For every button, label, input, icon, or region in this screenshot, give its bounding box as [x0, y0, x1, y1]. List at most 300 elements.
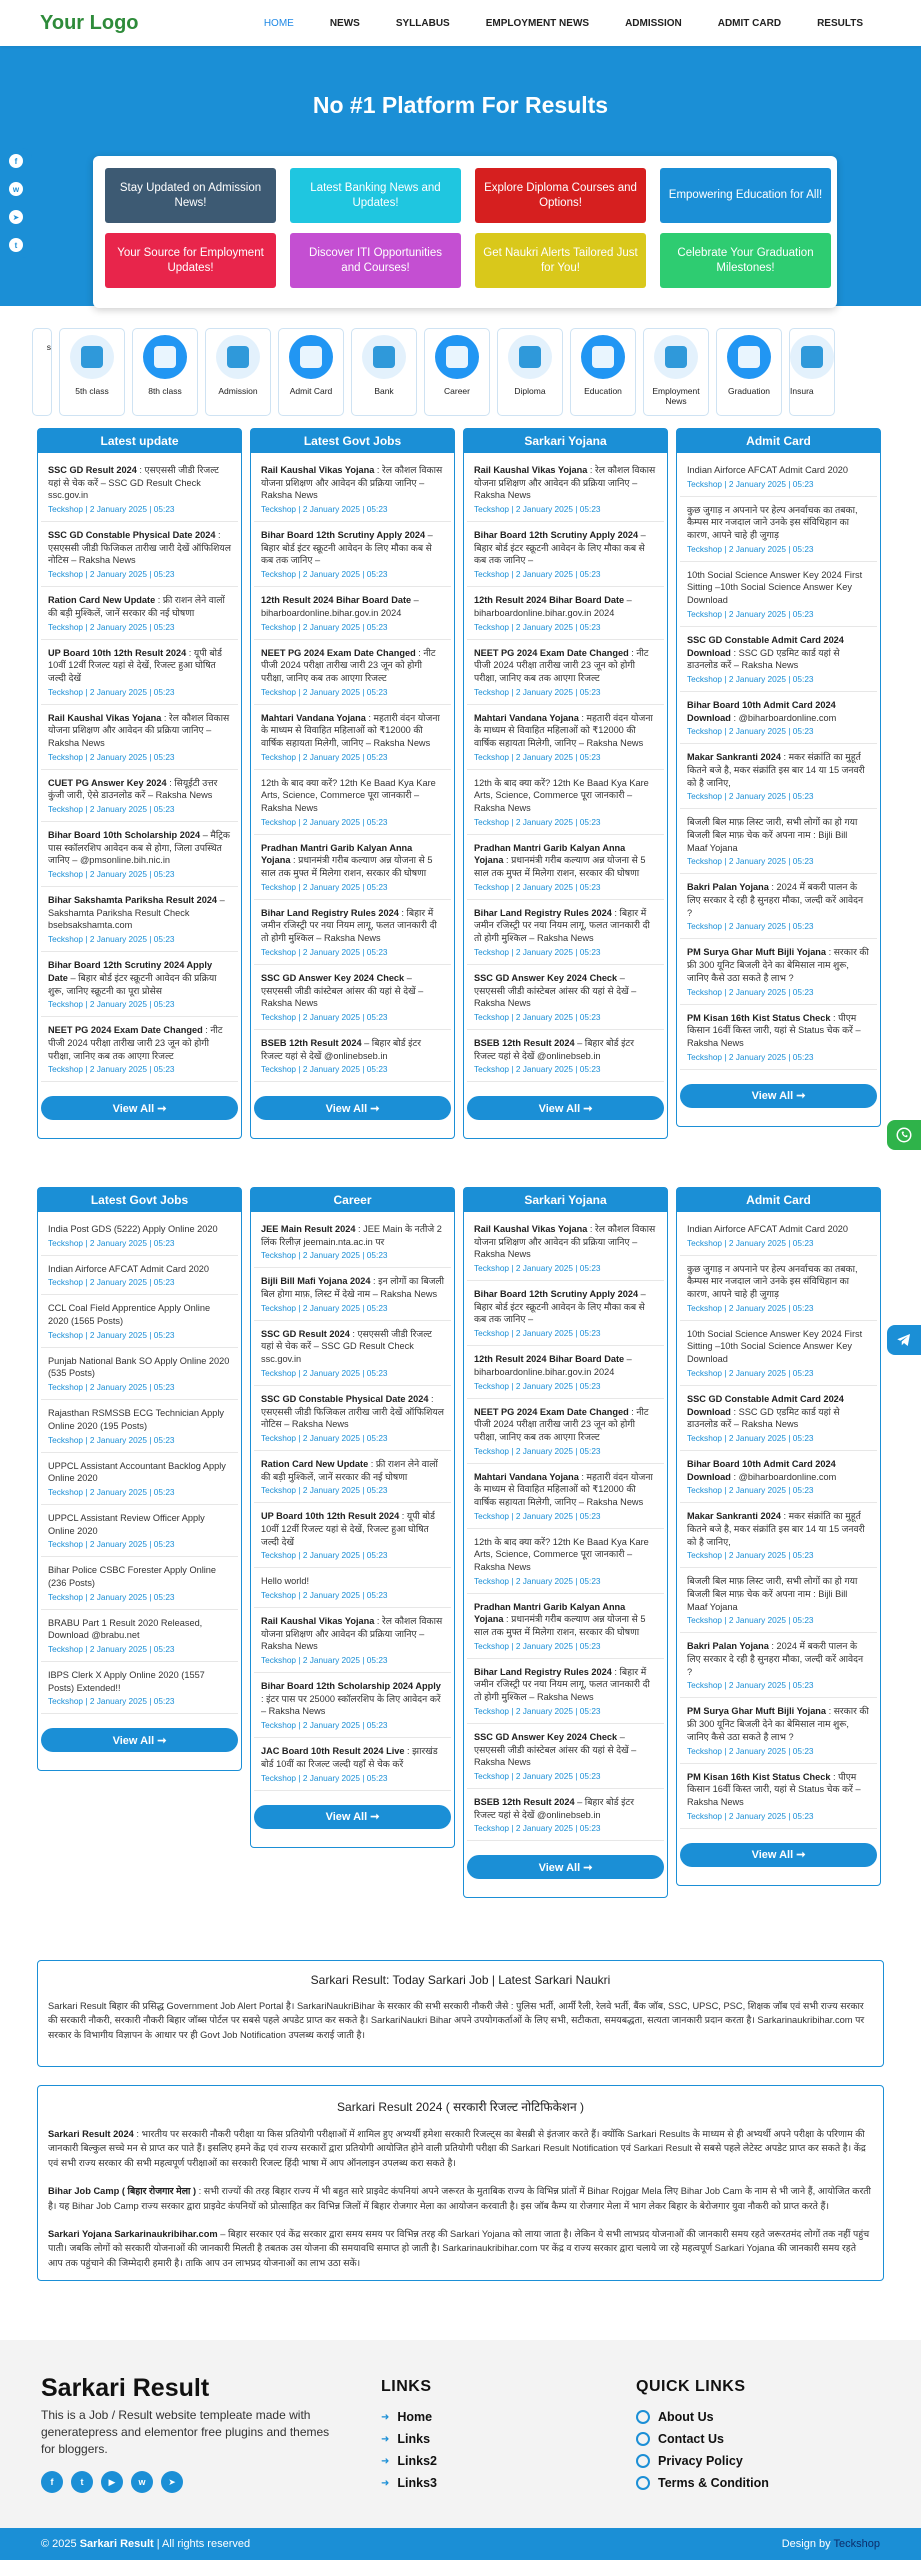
list-item-title[interactable]: Pradhan Mantri Garib Kalyan Anna Yojana : प्रधानमंत्री गरीब कल्याण अन्न योजना से 5 साल तक मुफ्त में मिलेगा राशन, सरकार की घोषणा: [474, 1601, 646, 1638]
list-item-title[interactable]: बिजली बिल माफ़ लिस्ट जारी, सभी लोगों का हो गया बिजली बिल माफ़ चेक करें अपना नाम : Bijli Bill Maaf Yojana: [687, 817, 858, 853]
arrow-right-icon: ➜: [381, 2455, 390, 2467]
list-item[interactable]: [680, 1216, 877, 1256]
hero-button[interactable]: Your Source for Employment Updates!: [105, 233, 276, 288]
list-item-meta: Teckshop | 2 January 2025 | 05:23: [48, 1434, 175, 1445]
category-label: 8th class: [148, 386, 182, 396]
list-item-meta: Teckshop | 2 January 2025 | 05:23: [261, 1772, 388, 1783]
section-title: Admit Card: [677, 429, 880, 453]
youtube-icon[interactable]: ▶: [101, 2471, 123, 2493]
section-title: Admit Card: [677, 1188, 880, 1212]
list-item-title[interactable]: Bihar Board 12th Scrutiny Apply 2024 – बिहार बोर्ड इंटर स्क्रूटनी आवेदन के लिए मौका कब से कब तक जानिए –: [261, 530, 433, 566]
list-item-title[interactable]: Mahtari Vandana Yojana : महतारी वंदन योजना के माध्यम से विवाहित महिलाओं को ₹12000 की वार्षिक सहायता मिलेगी, जानिए – Raksha News: [474, 1471, 653, 1507]
list-item[interactable]: [254, 1738, 451, 1790]
info-paragraph: Sarkari Result 2024 : भारतीय पर सरकारी नौकरी परीक्षा या किस प्रतियोगी परीक्षाओं में शामिल हुए अभ्यर्थी हमेशा सरकारी रिजल्ट्स का बेसब्री से इंतजार करते हैं। क्योंकि Sarkari Results के माध्यम से ही अभ्यर्थी अपने परीक्षा के परिणाम की जानकारी बिल्कुल सच्चे मन से प्राप्त कर पाते हैं। इसलिए हमने केंद्र एवं राज्य सरकारों द्वारा प्रतियोगी आयोजित होने वाली प्रतियोगी परीक्षा की Sarkari Result Notification एवं Sarkari Result से सबसे पहले लेटेस्ट अपडेट प्राप्त कर सकते है। केंद्र एवं सभी राज्य सरकार की सभी महत्वपूर्ण परीक्षाओं का सरकारी रिजल्ट हिंदी भाषा में आप ऑनलाइन उपलब्ध करा सकते है।: [48, 2129, 866, 2168]
list-item-meta: Teckshop | 2 January 2025 | 05:23: [261, 881, 388, 892]
view-all-button[interactable]: View All ➞: [680, 1084, 877, 1108]
list-item-meta: Teckshop | 2 January 2025 | 05:23: [261, 1011, 388, 1022]
category-card[interactable]: [351, 328, 417, 416]
list-item-title[interactable]: Rail Kaushal Vikas Yojana : रेल कौशल विकास योजना प्रशिक्षण और आवेदन की प्रक्रिया जानिए – Raksha News: [474, 1224, 656, 1260]
list-item-title[interactable]: SSC GD Constable Admit Card 2024 Download : SSC GD एडमिट कार्ड यहां से डाउनलोड करें – Raksha News: [687, 1393, 844, 1430]
list-item-title[interactable]: Bihar Board 10th Admit Card 2024 Download : @biharboardonline.com: [687, 1458, 837, 1482]
section-card: [676, 1187, 881, 1886]
list-item[interactable]: [254, 1030, 451, 1082]
list-item-title[interactable]: Bihar Board 12th Scrutiny Apply 2024 – बिहार बोर्ड इंटर स्क्रूटनी आवेदन के लिए मौका कब से कब तक जानिए –: [474, 1289, 646, 1325]
view-all-button[interactable]: View All ➞: [41, 1728, 238, 1752]
list-item-title[interactable]: 12th Result 2024 Bihar Board Date – biharboardonline.bihar.gov.in 2024: [474, 1354, 632, 1377]
list-item[interactable]: [41, 1557, 238, 1609]
nav-home[interactable]: HOME: [263, 17, 294, 29]
list-item[interactable]: [467, 1724, 664, 1789]
list-item[interactable]: [41, 1295, 238, 1347]
list-item-title[interactable]: Bakri Palan Yojana : 2024 में बकरी पालन के लिए सरकार दे रही है सुनहरा मौका, जल्दी करें आवेदन ?: [687, 882, 864, 918]
list-item-title[interactable]: Ration Card New Update : फ्री राशन लेने वालों की बड़ी मुश्किलें, जानें सरकार की नई घोषणा: [261, 1458, 438, 1482]
list-item-title[interactable]: UPPCL Assistant Review Officer Apply Online 2020: [48, 1512, 205, 1536]
list-item[interactable]: [467, 1030, 664, 1082]
list-item[interactable]: [41, 822, 238, 887]
view-all-button[interactable]: View All ➞: [467, 1096, 664, 1120]
list-item[interactable]: [254, 835, 451, 900]
list-item-title[interactable]: Pradhan Mantri Garib Kalyan Anna Yojana : प्रधानमंत्री गरीब कल्याण अन्न योजना से 5 साल तक मुफ्त में मिलेगा राशन, सरकार की घोषणा: [474, 842, 646, 879]
category-card[interactable]: [497, 328, 563, 416]
list-item-title[interactable]: Bihar Board 10th Admit Card 2024 Download : @biharboardonline.com: [687, 699, 837, 723]
footer-link-about[interactable]: [636, 2406, 769, 2428]
main-nav: [246, 18, 881, 29]
list-item[interactable]: [41, 1216, 238, 1256]
list-item[interactable]: [680, 874, 877, 939]
list-item-meta: Teckshop | 2 January 2025 | 05:23: [48, 934, 175, 945]
shield-icon: [636, 2454, 650, 2468]
category-card[interactable]: [132, 328, 198, 416]
list-item[interactable]: [254, 640, 451, 705]
list-item-title[interactable]: Bihar Board 10th Scholarship 2024 – मैट्रिक पास स्कॉलरशिप आवेदन कब से होगा, जिला उपस्थित जानिए – @pmsonline.bih.nic.in: [48, 830, 230, 866]
whatsapp-icon[interactable]: w: [9, 182, 23, 196]
list-item[interactable]: [680, 692, 877, 744]
list-item[interactable]: [41, 1256, 238, 1296]
list-item-title[interactable]: Pradhan Mantri Garib Kalyan Anna Yojana : प्रधानमंत्री गरीब कल्याण अन्न योजना से 5 साल तक मुफ्त में मिलेगा राशन, सरकार की घोषणा: [261, 842, 433, 879]
list-item-title[interactable]: SSC GD Result 2024 : एसएससी जीडी रिजल्ट यहां से चेक करें – SSC GD Result Check ssc.gov.in: [48, 465, 219, 501]
list-item-title[interactable]: Rail Kaushal Vikas Yojana : रेल कौशल विकास योजना प्रशिक्षण और आवेदन की प्रक्रिया जानिए – Raksha News: [261, 465, 443, 501]
list-item-title[interactable]: 12th Result 2024 Bihar Board Date – biharboardonline.bihar.gov.in 2024: [474, 595, 632, 618]
hero-title: No #1 Platform For Results: [312, 92, 609, 118]
list-item[interactable]: [467, 1659, 664, 1724]
info-paragraph: Bihar Job Camp ( बिहार रोजगार मेला ) : सभी राज्यों की तरह बिहार राज्य में भी बहुत सारे प्राइवेट कंपनियां अपने जरूरत के मुताबिक राज्य के विभिन्न प्रांतों में Bihar Rojgar Mela लिए Bihar Job Cam के नाम से भी जाने हैं, आयोजित करती है। यह Bihar Job Camp राज्य सरकार द्वारा प्राइवेट कंपनियों को प्रोत्साहित कर विभिन्न जिलों में बिहार रोजगार मेला का आयोजन करवाती है। इस जॉब कैम्प या रोजगार मेला में भाग लेकर बिहार के बेरोजगार युवा नौकरी को प्राप्त करते हैं।: [48, 2186, 871, 2211]
list-item[interactable]: [467, 770, 664, 835]
list-item-title[interactable]: SSC GD Constable Admit Card 2024 Download : SSC GD एडमिट कार्ड यहां से डाउनलोड करें – Raksha News: [687, 634, 844, 671]
site-logo[interactable]: Your Logo: [40, 11, 139, 34]
list-item-meta: Teckshop | 2 January 2025 | 05:23: [48, 1277, 175, 1288]
footer-link-links2[interactable]: [381, 2450, 437, 2472]
list-item-title[interactable]: बिजली बिल माफ़ लिस्ट जारी, सभी लोगों का हो गया बिजली बिल माफ़ चेक करें अपना नाम : Bijli Bill Maaf Yojana: [687, 1576, 858, 1612]
list-item-title[interactable]: Bakri Palan Yojana : 2024 में बकरी पालन के लिए सरकार दे रही है सुनहरा मौका, जल्दी करें आवेदन ?: [687, 1641, 864, 1677]
footer-link-terms[interactable]: [636, 2472, 769, 2494]
list-item-meta: Teckshop | 2 January 2025 | 05:23: [261, 751, 388, 762]
list-item-title[interactable]: UPPCL Assistant Accountant Backlog Apply Online 2020: [48, 1460, 226, 1484]
list-item[interactable]: [467, 1464, 664, 1529]
list-item-title[interactable]: Bihar Board 12th Scrutiny Apply 2024 – बिहार बोर्ड इंटर स्क्रूटनी आवेदन के लिए मौका कब से कब तक जानिए –: [474, 530, 646, 566]
list-item[interactable]: [680, 1386, 877, 1451]
list-item[interactable]: [254, 770, 451, 835]
list-item[interactable]: [41, 952, 238, 1017]
list-item-title[interactable]: Punjab National Bank SO Apply Online 2020 (535 Posts): [48, 1355, 230, 1379]
list-item[interactable]: [680, 744, 877, 809]
telegram-icon[interactable]: ➤: [161, 2471, 183, 2493]
category-card[interactable]: [643, 328, 709, 416]
design-credit: [782, 2538, 880, 2550]
list-item[interactable]: [680, 1503, 877, 1568]
list-item-title[interactable]: Bihar Land Registry Rules 2024 : बिहार में जमीन रजिस्ट्री पर नया नियम लागू, फलत जानकारी दी तो होगी मुश्किल – Raksha News: [474, 1666, 650, 1703]
list-item-meta: Teckshop | 2 January 2025 | 05:23: [474, 816, 601, 827]
list-item-title[interactable]: SSC GD Answer Key 2024 Check – एसएससी जीडी कांस्टेबल आंसर की यहां से देखें – Raksha News: [261, 972, 424, 1009]
sections-row-2: [37, 1187, 884, 1898]
section-title: Sarkari Yojana: [464, 429, 667, 453]
category-icon: [654, 335, 698, 379]
list-item[interactable]: [680, 1005, 877, 1070]
list-item[interactable]: [254, 1451, 451, 1503]
category-card[interactable]: [789, 328, 835, 416]
list-item[interactable]: [41, 1505, 238, 1557]
list-item-meta: Teckshop | 2 January 2025 | 05:23: [687, 1367, 814, 1378]
footer-link-privacy[interactable]: [636, 2450, 769, 2472]
list-item-title[interactable]: Ration Card New Update : फ्री राशन लेने वालों की बड़ी मुश्किलें, जानें सरकार की नई घोषणा: [48, 595, 225, 618]
list-item[interactable]: [254, 900, 451, 965]
hero-button-panel: [93, 156, 837, 308]
list-item-title[interactable]: Indian Airforce AFCAT Admit Card 2020: [687, 465, 849, 475]
list-item[interactable]: [41, 1017, 238, 1082]
list-item[interactable]: [41, 1400, 238, 1452]
list-item[interactable]: [41, 887, 238, 952]
footer-link-label: Home: [397, 2410, 433, 2424]
list-item-title[interactable]: Rail Kaushal Vikas Yojana : रेल कौशल विकास योजना प्रशिक्षण और आवेदन की प्रक्रिया जानिए – Raksha News: [48, 712, 230, 748]
list-item[interactable]: [680, 1633, 877, 1698]
footer-link-home[interactable]: [381, 2406, 437, 2428]
list-item[interactable]: [254, 1608, 451, 1673]
list-item-meta: Teckshop | 2 January 2025 | 05:23: [687, 1302, 814, 1313]
twitter-icon[interactable]: t: [71, 2471, 93, 2493]
nav-admit-card[interactable]: ADMIT CARD: [717, 17, 782, 29]
footer-quick-title: QUICK LINKS: [636, 2378, 746, 2395]
list-item-title[interactable]: SSC GD Result 2024 : एसएससी जीडी रिजल्ट यहां से चेक करें – SSC GD Result Check ssc.gov.in: [261, 1328, 432, 1365]
list-item-title[interactable]: 12th के बाद क्या करें? 12th Ke Baad Kya Kare Arts, Science, Commerce पूरा जानकारी – Raksha News: [474, 1536, 649, 1572]
list-item-title[interactable]: JAC Board 10th Result 2024 Live : झारखंड बोर्ड 10वीं का रिजल्ट जल्दी यहाँ से चेक करें: [261, 1746, 438, 1769]
list-item-title[interactable]: Hello world!: [261, 1576, 309, 1587]
list-item[interactable]: [467, 1594, 664, 1659]
list-item[interactable]: [680, 1698, 877, 1763]
list-item-title[interactable]: Indian Airforce AFCAT Admit Card 2020: [48, 1263, 210, 1274]
list-item-title[interactable]: Bihar Board 12th Scrutiny 2024 Apply Date – बिहार बोर्ड इंटर स्क्रूटनी आवेदन की प्रक्रिया शुरू, जानिए स्क्रूटनी का पूरा प्रोसेस: [48, 960, 217, 996]
list-item-title[interactable]: Makar Sankranti 2024 : मकर संक्रांति का मुहूर्त कितने बजे है, मकर संक्रांति इस बार 14 या 15 जनवरी को है जानिए,: [687, 752, 865, 788]
telegram-icon[interactable]: ➤: [9, 210, 23, 224]
list-item-meta: Teckshop | 2 January 2025 | 05:23: [474, 1064, 601, 1075]
footer-link-label: Links: [397, 2432, 431, 2446]
view-all-button[interactable]: View All ➞: [254, 1805, 451, 1829]
list-item[interactable]: [680, 562, 877, 627]
list-item-title[interactable]: PM Surya Ghar Muft Bijli Yojana : सरकार की फ्री 300 यूनिट बिजली देने का बेमिसाल नाम शुरू, जानिए कैसे उठा सकते है लाभ ?: [687, 947, 869, 983]
category-card[interactable]: [424, 328, 490, 416]
sections-row-1: [37, 428, 884, 1139]
list-item[interactable]: [467, 705, 664, 770]
list-item[interactable]: [254, 1321, 451, 1386]
section-card: [463, 1187, 668, 1898]
list-item[interactable]: [254, 1386, 451, 1451]
category-icon: [727, 335, 771, 379]
hero-button[interactable]: Get Naukri Alerts Tailored Just for You!: [475, 233, 646, 288]
list-item[interactable]: [680, 457, 877, 497]
whatsapp-float-button[interactable]: [887, 1120, 921, 1150]
view-all-button[interactable]: View All ➞: [254, 1096, 451, 1120]
list-item-title[interactable]: Bihar Land Registry Rules 2024 : बिहार में जमीन रजिस्ट्री पर नया नियम लागू, फलत जानकारी दी तो होगी मुश्किल – Raksha News: [474, 907, 650, 944]
section-title: Sarkari Yojana: [464, 1188, 667, 1212]
site-header: [0, 0, 921, 46]
list-item-meta: Teckshop | 2 January 2025 | 05:23: [474, 686, 601, 697]
list-item-title[interactable]: UP Board 10th 12th Result 2024 : यूपी बोर्ड 10वीं 12वीं रिजल्ट यहां से देखें, रिजल्ट हुआ घोषित जल्दी देखें: [48, 647, 222, 683]
hero-button[interactable]: Explore Diploma Courses and Options!: [475, 168, 646, 223]
nav-syllabus[interactable]: SYLLABUS: [395, 17, 450, 29]
list-item[interactable]: [467, 1529, 664, 1594]
list-item[interactable]: [41, 770, 238, 822]
list-item-meta: Teckshop | 2 January 2025 | 05:23: [687, 608, 814, 619]
footer-link-links[interactable]: [381, 2428, 437, 2450]
list-item-title[interactable]: SSC GD Constable Physical Date 2024 : एसएससी जीडी फिजिकल तारीख जारी देखें ऑफिशियल नोटिस – Raksha News: [261, 1393, 444, 1430]
list-item[interactable]: [41, 1453, 238, 1505]
category-icon: [289, 335, 333, 379]
list-item-title[interactable]: BSEB 12th Result 2024 – बिहार बोर्ड इंटर रिजल्ट यहां से देखें @onlinebseb.in: [261, 1037, 421, 1061]
document-icon: [636, 2476, 650, 2490]
category-icon: [70, 335, 114, 379]
list-item[interactable]: [467, 1789, 664, 1841]
list-item-title[interactable]: NEET PG 2024 Exam Date Changed : नीट पीजी 2024 परीक्षा तारीख जारी 23 जून को होगी परीक्षा, जानिए कब तक आएगा रिजल्ट: [474, 647, 649, 683]
list-item-meta: Teckshop | 2 January 2025 | 05:23: [48, 1486, 175, 1497]
facebook-icon[interactable]: f: [41, 2471, 63, 2493]
list-item[interactable]: [41, 522, 238, 587]
list-item[interactable]: [254, 965, 451, 1030]
list-item-meta: Teckshop | 2 January 2025 | 05:23: [474, 1705, 601, 1716]
list-item[interactable]: [680, 809, 877, 874]
list-item-title[interactable]: BRABU Part 1 Result 2020 Released, Download @brabu.net: [48, 1617, 203, 1641]
mail-icon: [636, 2432, 650, 2446]
twitter-icon[interactable]: t: [9, 238, 23, 252]
list-item-title[interactable]: IBPS Clerk X Apply Online 2020 (1557 Posts) Extended!!: [48, 1670, 205, 1693]
category-label: Admission: [218, 386, 258, 396]
list-item[interactable]: [467, 640, 664, 705]
list-item[interactable]: [41, 1662, 238, 1714]
category-icon: [508, 335, 552, 379]
list-item-title[interactable]: NEET PG 2024 Exam Date Changed : नीट पीजी 2024 परीक्षा तारीख जारी 23 जून को होगी परीक्षा, जानिए कब तक आएगा रिजल्ट: [474, 1406, 649, 1442]
list-item-title[interactable]: Rail Kaushal Vikas Yojana : रेल कौशल विकास योजना प्रशिक्षण और आवेदन की प्रक्रिया जानिए – Raksha News: [261, 1616, 443, 1652]
list-item[interactable]: [680, 497, 877, 562]
list-item-title[interactable]: PM Kisan 16th Kist Status Check : पीएम किसान 16वीं किस्त जारी, यहां से Status चेक करें – Raksha News: [687, 1012, 861, 1048]
list-item[interactable]: [467, 457, 664, 522]
list-item[interactable]: [254, 1268, 451, 1320]
list-item[interactable]: [467, 1346, 664, 1398]
hero-button[interactable]: Empowering Education for All!: [660, 168, 831, 223]
category-card[interactable]: [59, 328, 125, 416]
list-item-title[interactable]: PM Kisan 16th Kist Status Check : पीएम किसान 16वीं किस्त जारी, यहां से Status चेक करें – Raksha News: [687, 1771, 861, 1807]
list-item[interactable]: [254, 457, 451, 522]
facebook-icon[interactable]: f: [9, 154, 23, 168]
copyright-text: [41, 2538, 250, 2550]
category-icon: [435, 335, 479, 379]
site-footer: [0, 2340, 921, 2528]
list-item-meta: Teckshop | 2 January 2025 | 05:23: [474, 1823, 601, 1834]
list-item[interactable]: [467, 965, 664, 1030]
list-item-meta: Teckshop | 2 January 2025 | 05:23: [474, 1640, 601, 1651]
footer-link-contact[interactable]: [636, 2428, 769, 2450]
list-item-title[interactable]: UP Board 10th 12th Result 2024 : यूपी बोर्ड 10वीं 12वीं रिजल्ट यहां से देखें, रिजल्ट हुआ घोषित जल्दी देखें: [261, 1511, 435, 1547]
list-item-meta: Teckshop | 2 January 2025 | 05:23: [48, 1591, 175, 1602]
list-item-title[interactable]: 10th Social Science Answer Key 2024 First Sitting –10th Social Science Answer Key Download: [687, 569, 863, 606]
view-all-button[interactable]: View All ➞: [680, 1843, 877, 1867]
list-item[interactable]: [467, 1216, 664, 1281]
list-item-title[interactable]: CUET PG Answer Key 2024 : सियूईटी उत्तर कुंजी जारी, ऐसे डाउनलोड करें – Raksha News: [48, 777, 218, 801]
list-item-title[interactable]: SSC GD Answer Key 2024 Check – एसएससी जीडी कांस्टेबल आंसर की यहां से देखें – Raksha News: [474, 1731, 637, 1768]
copyright-bar: [0, 2528, 921, 2560]
floating-social-bar: [0, 148, 32, 258]
section-title: Career: [251, 1188, 454, 1212]
list-item[interactable]: [467, 587, 664, 639]
list-item[interactable]: [467, 1399, 664, 1464]
nav-employment-news[interactable]: EMPLOYMENT NEWS: [485, 17, 590, 29]
list-item[interactable]: [680, 939, 877, 1004]
list-item[interactable]: [41, 1348, 238, 1400]
list-item[interactable]: [41, 587, 238, 639]
list-item-meta: Teckshop | 2 January 2025 | 05:23: [474, 946, 601, 957]
list-item[interactable]: [254, 705, 451, 770]
list-item-title[interactable]: 12th के बाद क्या करें? 12th Ke Baad Kya Kare Arts, Science, Commerce पूरा जानकारी – Raksha News: [261, 777, 436, 813]
footer-link-label: Links3: [397, 2476, 437, 2490]
list-item-meta: Teckshop | 2 January 2025 | 05:23: [261, 1485, 388, 1496]
list-item-title[interactable]: Rail Kaushal Vikas Yojana : रेल कौशल विकास योजना प्रशिक्षण और आवेदन की प्रक्रिया जानिए – Raksha News: [474, 465, 656, 501]
category-card[interactable]: [716, 328, 782, 416]
arrow-right-icon: ➜: [381, 2433, 390, 2445]
list-item[interactable]: [680, 1256, 877, 1321]
list-item-title[interactable]: JEE Main Result 2024 : JEE Main के नतीजे 2 लिंक रिलीज़ jeemain.nta.ac.in पर: [261, 1224, 442, 1247]
list-item-title[interactable]: Indian Airforce AFCAT Admit Card 2020: [687, 1224, 849, 1234]
list-item[interactable]: [467, 1281, 664, 1346]
view-all-button[interactable]: View All ➞: [41, 1096, 238, 1120]
list-item-title[interactable]: Bihar Land Registry Rules 2024 : बिहार में जमीन रजिस्ट्री पर नया नियम लागू, फलत जानकारी दी तो होगी मुश्किल – Raksha News: [261, 907, 437, 944]
list-item[interactable]: [254, 522, 451, 587]
list-item[interactable]: [680, 627, 877, 692]
list-item-meta: Teckshop | 2 January 2025 | 05:23: [48, 569, 175, 580]
list-item-title[interactable]: NEET PG 2024 Exam Date Changed : नीट पीजी 2024 परीक्षा तारीख जारी 23 जून को होगी परीक्षा, जानिए कब तक आएगा रिजल्ट: [48, 1025, 223, 1061]
list-item[interactable]: [41, 640, 238, 705]
list-item-title[interactable]: 12th के बाद क्या करें? 12th Ke Baad Kya Kare Arts, Science, Commerce पूरा जानकारी – Raksha News: [474, 777, 649, 813]
list-item-title[interactable]: SSC GD Answer Key 2024 Check – एसएससी जीडी कांस्टेबल आंसर की यहां से देखें – Raksha News: [474, 972, 637, 1009]
category-icon: [143, 335, 187, 379]
list-item-meta: Teckshop | 2 January 2025 | 05:23: [48, 1237, 175, 1248]
list-item-title[interactable]: 10th Social Science Answer Key 2024 First Sitting –10th Social Science Answer Key Download: [687, 1328, 863, 1365]
hero-button[interactable]: Celebrate Your Graduation Milestones!: [660, 233, 831, 288]
whatsapp-icon[interactable]: w: [131, 2471, 153, 2493]
list-item[interactable]: [254, 1216, 451, 1268]
list-item[interactable]: [41, 705, 238, 770]
hero-button[interactable]: Stay Updated on Admission News!: [105, 168, 276, 223]
list-item-meta: Teckshop | 2 January 2025 | 05:23: [474, 1380, 601, 1391]
footer-links-title: LINKS: [381, 2378, 432, 2395]
list-item-title[interactable]: CCL Coal Field Apprentice Apply Online 2020 (1565 Posts): [48, 1303, 211, 1327]
list-item-meta: Teckshop | 2 January 2025 | 05:23: [261, 1590, 388, 1600]
category-label: Diploma: [514, 386, 546, 396]
category-icon: [362, 335, 406, 379]
list-item-title[interactable]: Bihar Police CSBC Forester Apply Online (236 Posts): [48, 1565, 216, 1588]
list-item-title[interactable]: NEET PG 2024 Exam Date Changed : नीट पीजी 2024 परीक्षा तारीख जारी 23 जून को होगी परीक्षा, जानिए कब तक आएगा रिजल्ट: [261, 647, 436, 683]
list-item-title[interactable]: Mahtari Vandana Yojana : महतारी वंदन योजना के माध्यम से विवाहित महिलाओं को ₹12000 की वार्षिक सहायता मिलेगी, जानिए – Raksha News: [474, 712, 653, 748]
list-item-meta: Teckshop | 2 January 2025 | 05:23: [474, 1575, 601, 1586]
list-item-meta: Teckshop | 2 January 2025 | 05:23: [687, 726, 814, 737]
category-icon: [216, 335, 260, 379]
list-item[interactable]: [41, 457, 238, 522]
list-item-title[interactable]: PM Surya Ghar Muft Bijli Yojana : सरकार की फ्री 300 यूनिट बिजली देने का बेमिसाल नाम शुरू, जानिए कैसे उठा सकते है लाभ ?: [687, 1706, 869, 1742]
category-card[interactable]: [32, 328, 52, 416]
list-item[interactable]: [680, 1568, 877, 1633]
telegram-float-button[interactable]: [887, 1325, 921, 1355]
list-item[interactable]: [467, 835, 664, 900]
list-item-meta: Teckshop | 2 January 2025 | 05:23: [48, 504, 175, 515]
list-item-title[interactable]: Bihar Board 12th Scholarship 2024 Apply : इंटर पास पर 25000 स्कॉलरशिप के लिए आवेदन करें – Raksha News: [261, 1681, 441, 1717]
list-item-title[interactable]: Bihar Sakshamta Pariksha Result 2024 – Sakshamta Pariksha Result Check bsebsakshamta.com: [48, 895, 225, 931]
list-item[interactable]: [254, 1673, 451, 1738]
list-item[interactable]: [467, 522, 664, 587]
list-item[interactable]: [680, 1764, 877, 1829]
nav-results[interactable]: RESULTS: [817, 17, 863, 29]
list-item-title[interactable]: Makar Sankranti 2024 : मकर संक्रांति का मुहूर्त कितने बजे है, मकर संक्रांति इस बार 14 या 15 जनवरी को है जानिए,: [687, 1511, 865, 1547]
copyright-brand[interactable]: Sarkari Result: [79, 2538, 154, 2550]
category-card[interactable]: [278, 328, 344, 416]
list-item-meta: Teckshop | 2 January 2025 | 05:23: [687, 856, 814, 867]
nav-news[interactable]: NEWS: [329, 17, 360, 29]
design-credit-link[interactable]: Teckshop: [833, 2538, 880, 2550]
list-item-title[interactable]: कुछ जुगाड़ न अपनाने पर हेल्प अनर्वाचक का तबका, कैम्पस मार नजदाल जाने उनके इस संविधिहान का कारण, आपने चाहे ही जुगाड़: [687, 1263, 858, 1300]
list-item-title[interactable]: Bijli Bill Mafi Yojana 2024 : इन लोगों का बिजली बिल होगा माफ़, लिस्ट में देखे नाम – Raksha News: [261, 1276, 445, 1300]
category-label: 5th class: [75, 386, 109, 396]
hero-button[interactable]: Latest Banking News and Updates!: [290, 168, 461, 223]
list-item-title[interactable]: Rajasthan RSMSSB ECG Technician Apply Online 2020 (195 Posts): [48, 1408, 225, 1431]
list-item-meta: Teckshop | 2 January 2025 | 05:23: [261, 1550, 388, 1561]
list-item-title[interactable]: Mahtari Vandana Yojana : महतारी वंदन योजना के माध्यम से विवाहित महिलाओं को ₹12000 की वार्षिक सहायता मिलेगी, जानिए – Raksha News: [261, 712, 440, 748]
list-item[interactable]: [254, 587, 451, 639]
section-card: [250, 428, 455, 1139]
list-item-title[interactable]: India Post GDS (5222) Apply Online 2020: [48, 1224, 218, 1234]
list-item-title[interactable]: 12th Result 2024 Bihar Board Date – biharboardonline.bihar.gov.in 2024: [261, 595, 419, 618]
list-item-meta: Teckshop | 2 January 2025 | 05:23: [687, 986, 814, 997]
list-item-title[interactable]: कुछ जुगाड़ न अपनाने पर हेल्प अनर्वाचक का तबका, कैम्पस मार नजदाल जाने उनके इस संविधिहान का कारण, आपने चाहे ही जुगाड़: [687, 504, 858, 541]
category-card[interactable]: [205, 328, 271, 416]
list-item[interactable]: [467, 900, 664, 965]
list-item-title[interactable]: BSEB 12th Result 2024 – बिहार बोर्ड इंटर रिजल्ट यहां से देखें @onlinebseb.in: [474, 1037, 634, 1061]
design-by-label: Design by: [781, 2538, 831, 2550]
section-title: Latest Govt Jobs: [251, 429, 454, 453]
footer-link-links3[interactable]: [381, 2472, 437, 2494]
list-item[interactable]: [680, 1451, 877, 1503]
view-all-button[interactable]: View All ➞: [467, 1855, 664, 1879]
list-item[interactable]: [680, 1321, 877, 1386]
list-item-meta: Teckshop | 2 January 2025 | 05:23: [687, 1485, 814, 1496]
list-item-meta: Teckshop | 2 January 2025 | 05:23: [474, 1445, 601, 1456]
footer-social: [41, 2471, 381, 2493]
list-item[interactable]: [254, 1503, 451, 1568]
category-label: Bank: [374, 386, 394, 396]
list-item-title[interactable]: BSEB 12th Result 2024 – बिहार बोर्ड इंटर रिजल्ट यहां से देखें @onlinebseb.in: [474, 1796, 634, 1820]
hero-button[interactable]: Discover ITI Opportunities and Courses!: [290, 233, 461, 288]
footer-link-label: Links2: [397, 2454, 437, 2468]
list-item-meta: Teckshop | 2 January 2025 | 05:23: [261, 816, 388, 827]
category-label: Education: [584, 386, 622, 396]
list-item[interactable]: [254, 1568, 451, 1608]
nav-admission[interactable]: ADMISSION: [625, 17, 682, 29]
list-item-title[interactable]: SSC GD Constable Physical Date 2024 : एसएससी जीडी फिजिकल तारीख जारी देखें ऑफिशियल नोटिस – Raksha News: [48, 530, 231, 566]
category-card[interactable]: [570, 328, 636, 416]
list-item[interactable]: [41, 1610, 238, 1662]
